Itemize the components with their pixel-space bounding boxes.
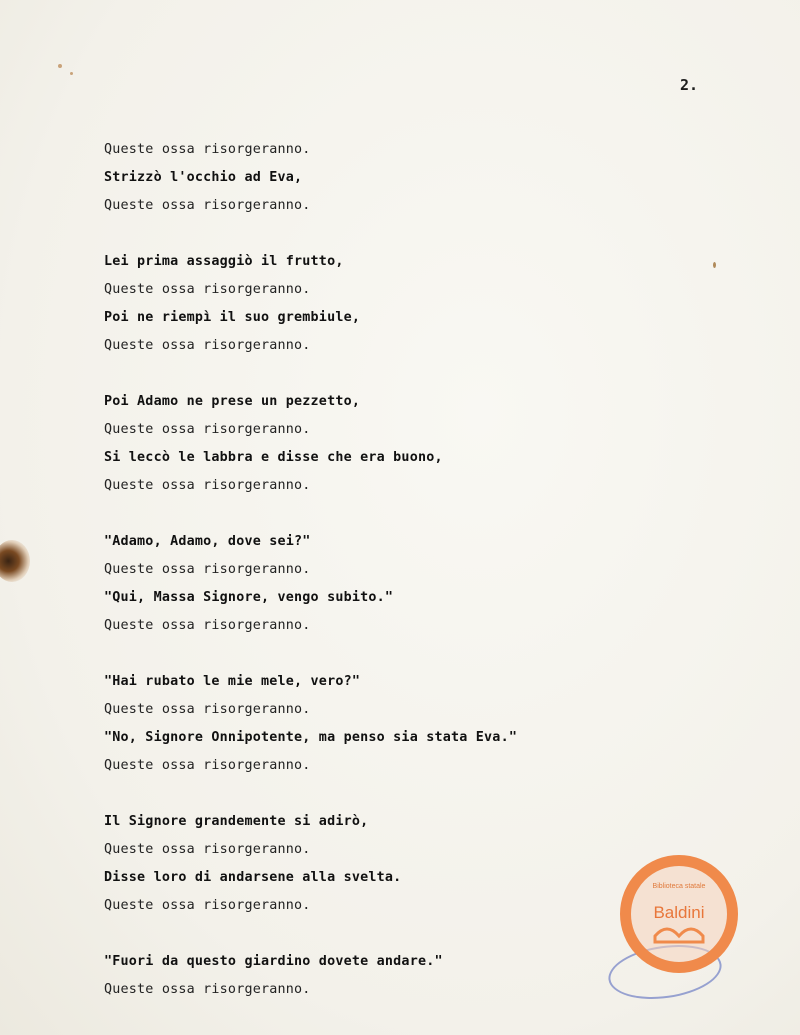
poem-line: Queste ossa risorgeranno. — [104, 702, 311, 717]
poem-line: Queste ossa risorgeranno. — [104, 338, 311, 353]
stanza — [104, 388, 704, 500]
poem-line: Queste ossa risorgeranno. — [104, 982, 311, 997]
poem-line: Queste ossa risorgeranno. — [104, 842, 311, 857]
logo-brand-text: Baldini — [653, 903, 705, 922]
logo-small-text: Biblioteca statale — [652, 883, 706, 890]
poem-body — [104, 136, 704, 1032]
poem-line: Strizzò l'occhio ad Eva, — [104, 170, 303, 185]
paper-speck — [58, 64, 62, 68]
paper-speck — [713, 262, 716, 268]
poem-line: Poi ne riempì il suo grembiule, — [104, 310, 361, 325]
poem-line: Queste ossa risorgeranno. — [104, 198, 311, 213]
poem-line: "Qui, Massa Signore, vengo subito." — [104, 590, 394, 605]
stanza — [104, 668, 704, 780]
page-number: 2. — [680, 76, 699, 94]
stanza — [104, 528, 704, 640]
poem-line: Disse loro di andarsene alla svelta. — [104, 870, 402, 885]
ink-stain — [0, 540, 30, 582]
stanza — [104, 136, 704, 220]
poem-line: "Adamo, Adamo, dove sei?" — [104, 534, 311, 549]
stanza — [104, 808, 704, 920]
poem-line: Queste ossa risorgeranno. — [104, 478, 311, 493]
poem-line: Il Signore grandemente si adirò, — [104, 814, 369, 829]
poem-line: Queste ossa risorgeranno. — [104, 758, 311, 773]
poem-line: Queste ossa risorgeranno. — [104, 282, 311, 297]
poem-line: Queste ossa risorgeranno. — [104, 142, 311, 157]
poem-line: Queste ossa risorgeranno. — [104, 562, 311, 577]
poem-line: "No, Signore Onnipotente, ma penso sia stata Eva." — [104, 730, 518, 745]
stanza — [104, 248, 704, 360]
poem-line: Si leccò le labbra e disse che era buono, — [104, 450, 443, 465]
paper-speck — [70, 72, 73, 75]
poem-line: Queste ossa risorgeranno. — [104, 618, 311, 633]
poem-line: Queste ossa risorgeranno. — [104, 422, 311, 437]
poem-line: "Hai rubato le mie mele, vero?" — [104, 674, 361, 689]
poem-line: Lei prima assaggiò il frutto, — [104, 254, 344, 269]
poem-line: Poi Adamo ne prese un pezzetto, — [104, 394, 361, 409]
baldini-library-logo — [620, 855, 738, 973]
poem-line: "Fuori da questo giardino dovete andare." — [104, 954, 443, 969]
poem-line: Queste ossa risorgeranno. — [104, 898, 311, 913]
